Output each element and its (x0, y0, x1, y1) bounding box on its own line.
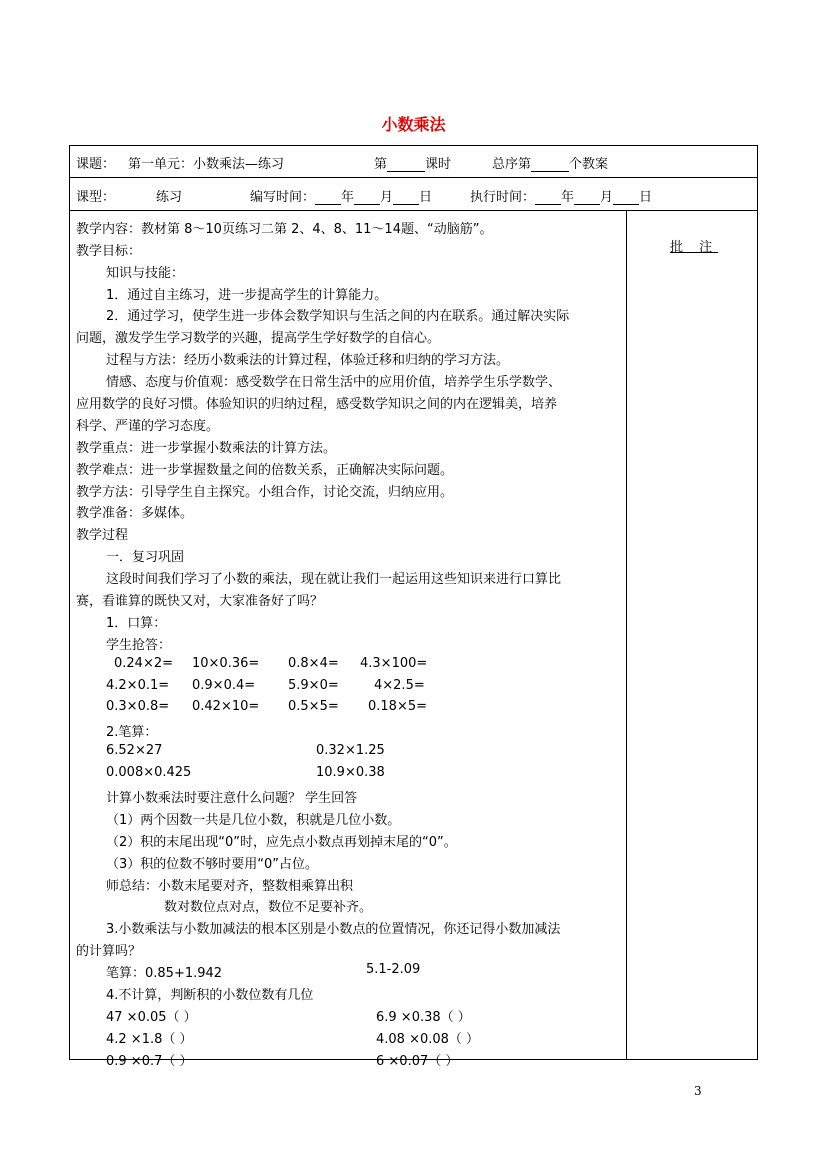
oral-problem: 0.9×0.4= (192, 678, 256, 693)
write-time-field (250, 186, 432, 205)
question-3: 3.小数乘法与小数加减法的根本区别是小数点的位置情况，你还记得小数加减法 (106, 922, 561, 937)
type-value: 练习 (156, 190, 183, 205)
goal-item: 1．通过自主练习，进一步提高学生的计算能力。 (106, 288, 388, 303)
document-title: 小数乘法 (381, 115, 446, 134)
question: 计算小数乘法时要注意什么问题？ 学生回答 (106, 791, 358, 806)
digit-problem: 6 ×0.07（ ） (376, 1054, 459, 1069)
written-problem: 5.1-2.09 (366, 962, 421, 977)
goal-heading: 知识与技能： (106, 266, 185, 281)
written-problem: 6.52×27 (106, 743, 163, 758)
rule-item: （1）两个因数一共是几位小数，积就是几位小数。 (106, 813, 401, 828)
paragraph-cont: 赛，看谁算的既快又对，大家准备好了吗？ (76, 594, 324, 609)
type-label: 课型： (76, 190, 116, 205)
month-blank (354, 190, 380, 205)
year-label: 年 (561, 190, 575, 205)
teaching-content: 教学内容：教材第 8～10页练习二第 2、4、8、11～14题、“动脑筋”。 (76, 222, 493, 237)
teaching-focus: 教学重点：进一步掌握小数乘法的计算方法。 (76, 441, 337, 456)
teacher-summary-cont: 数对数位点对点，数位不足要补齐。 (164, 900, 373, 915)
exec-time-label: 执行时间： (470, 190, 536, 205)
page-number: 3 (694, 1084, 702, 1098)
goal-item-cont: 问题，激发学生学习数学的兴趣，提高学生学好数学的自信心。 (76, 331, 441, 346)
teaching-method: 教学方法：引导学生自主探究。小组合作，讨论交流，归纳应用。 (76, 485, 454, 500)
oral-problem: 4.3×100= (360, 656, 428, 671)
paragraph: 这段时间我们学习了小数的乘法，现在就让我们一起运用这些知识来进行口算比 (106, 572, 562, 587)
day-label: 日 (639, 190, 653, 205)
sequence-blank (531, 157, 569, 172)
student-answer-label: 学生抢答： (106, 638, 172, 653)
row-divider (70, 177, 757, 178)
period-prefix: 第 (374, 157, 388, 172)
teaching-difficulty: 教学难点：进一步掌握数量之间的倍数关系，正确解决实际问题。 (76, 463, 454, 478)
written-problem: 0.32×1.25 (316, 743, 385, 758)
sequence-prefix: 总序第 (492, 157, 532, 172)
sequence-suffix: 个教案 (569, 157, 609, 172)
row-divider (70, 210, 757, 211)
notes-heading: 批 注 (670, 240, 719, 255)
oral-problem: 0.24×2= (114, 656, 174, 671)
emotion-attitude: 情感、态度与价值观：感受数学在日常生活中的应用价值，培养学生乐学数学、 (106, 375, 562, 390)
section-review: 一．复习巩固 (106, 550, 185, 565)
sequence-field (492, 153, 608, 172)
year-label: 年 (341, 190, 355, 205)
goal-item: 2．通过学习，使学生进一步体会数学知识与生活之间的内在联系。通过解决实际 (106, 309, 570, 324)
year-blank (535, 190, 561, 205)
day-blank (393, 190, 419, 205)
oral-problem: 5.9×0= (288, 678, 339, 693)
digit-problem: 6.9 ×0.38（ ） (376, 1010, 471, 1025)
written-problem: 笔算：0.85+1.942 (106, 966, 223, 981)
period-field (374, 153, 451, 172)
process-method: 过程与方法：经历小数乘法的计算过程，体验迁移和归纳的学习方法。 (106, 353, 510, 368)
oral-calc-heading: 1．口算： (106, 616, 167, 631)
lesson-plan-table (69, 145, 758, 1069)
notes-column-divider (626, 210, 627, 1059)
teaching-goals: 教学目标： (76, 244, 142, 259)
month-blank (574, 190, 600, 205)
lesson-value: 第一单元：小数乘法—练习 (128, 157, 285, 172)
written-calc-heading: 2.笔算： (106, 725, 158, 740)
oral-problem: 0.42×10= (192, 699, 260, 714)
oral-problem: 0.8×4= (288, 656, 339, 671)
oral-problem: 4.2×0.1= (106, 678, 170, 693)
period-blank (387, 157, 425, 172)
day-label: 日 (419, 190, 433, 205)
rule-item: （2）积的末尾出现“0”时，应先点小数点再划掉末尾的“0”。 (106, 835, 457, 850)
month-label: 月 (380, 190, 394, 205)
digit-problem: 47 ×0.05（ ） (106, 1010, 197, 1025)
oral-problem: 0.18×5= (368, 699, 428, 714)
period-suffix: 课时 (425, 157, 452, 172)
oral-problem: 0.5×5= (288, 699, 339, 714)
exec-time-field (470, 186, 652, 205)
write-time-label: 编写时间： (250, 190, 316, 205)
year-blank (315, 190, 341, 205)
month-label: 月 (600, 190, 614, 205)
day-blank (613, 190, 639, 205)
written-problem: 0.008×0.425 (106, 765, 192, 780)
digit-problem: 4.2 ×1.8（ ） (106, 1032, 193, 1047)
oral-problem: 0.3×0.8= (106, 699, 170, 714)
emotion-attitude-cont: 科学、严谨的学习态度。 (76, 419, 220, 434)
digit-problem: 4.08 ×0.08（ ） (376, 1032, 480, 1047)
oral-problem: 10×0.36= (192, 656, 260, 671)
oral-problem: 4×2.5= (374, 678, 425, 693)
rule-item: （3）积的位数不够时要用“0”占位。 (106, 857, 319, 872)
question-3-cont: 的计算吗？ (76, 944, 142, 959)
lesson-label: 课题： (76, 157, 116, 172)
written-problem: 10.9×0.38 (316, 765, 385, 780)
teaching-prep: 教学准备：多媒体。 (76, 506, 194, 521)
teaching-process: 教学过程 (76, 528, 129, 543)
header-row-lesson (70, 146, 757, 176)
header-row-type (70, 179, 757, 209)
question-4: 4.不计算，判断积的小数位数有几位 (106, 988, 314, 1003)
teacher-summary: 师总结：小数末尾要对齐，整数相乘算出积 (106, 879, 354, 894)
digit-problem: 0.9 ×0.7（ ） (106, 1054, 193, 1069)
emotion-attitude-cont: 应用数学的良好习惯。体验知识的归纳过程，感受数学知识之间的内在逻辑美，培养 (76, 397, 558, 412)
